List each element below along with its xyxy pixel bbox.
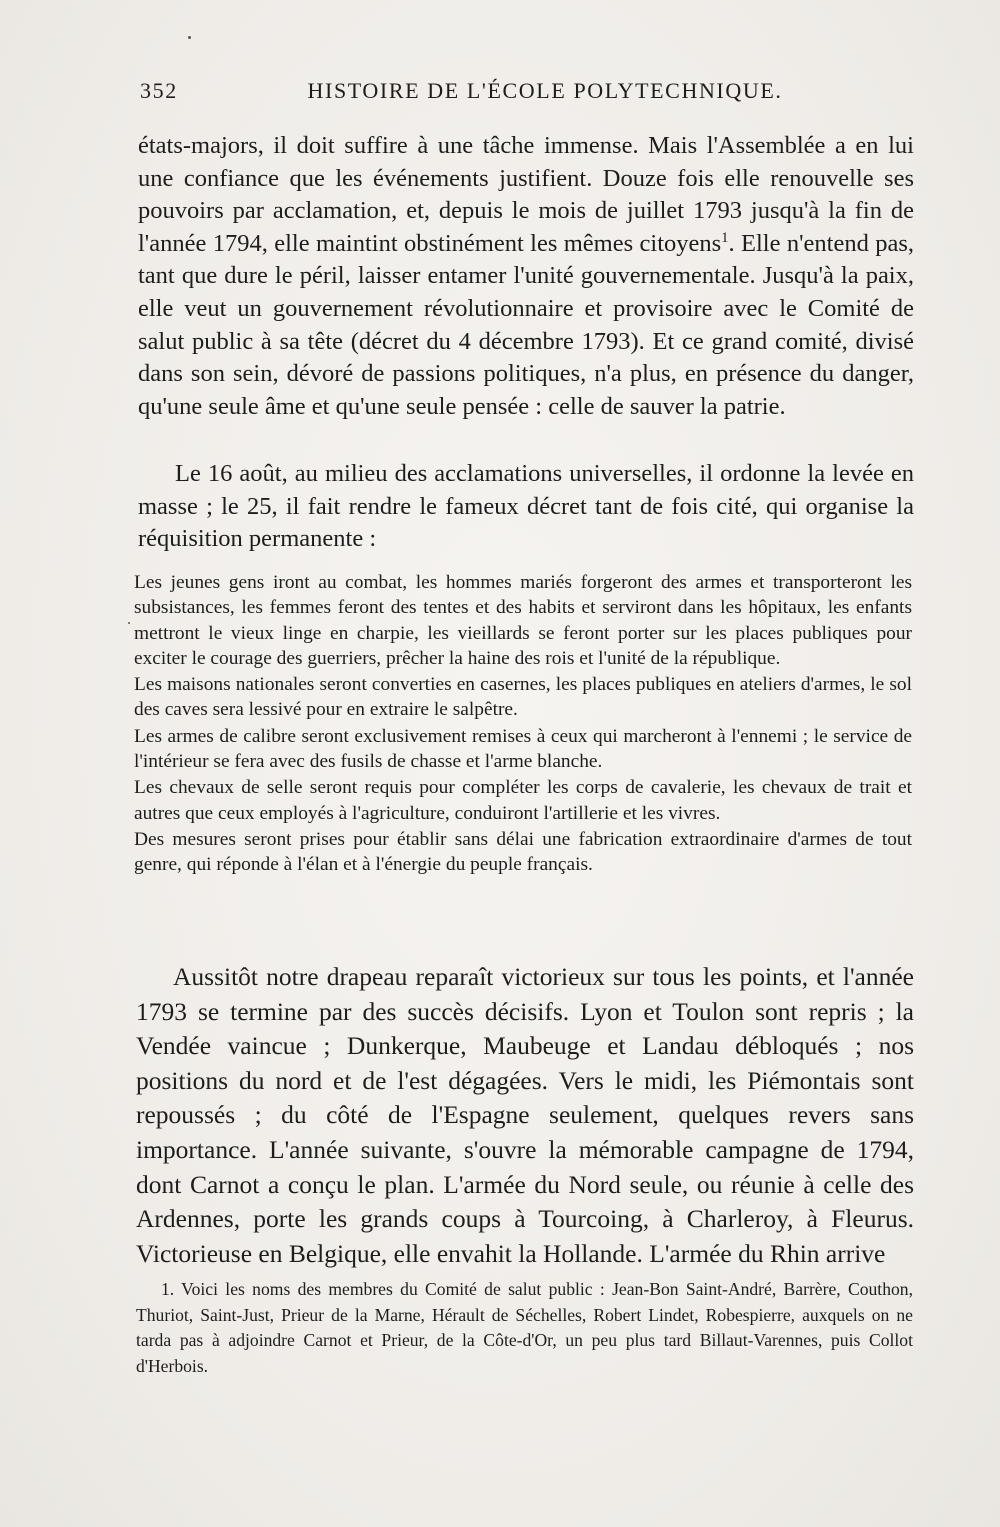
quote-item: Des mesures seront prises pour établir sans délai une fabrication extraordinaire d'armes de tout genre, qui réponde à l'élan et à l'énergie du peuple français. bbox=[134, 828, 912, 876]
paper-speck bbox=[128, 622, 130, 624]
footnote-reference: 1 bbox=[721, 229, 729, 246]
decree-quote bbox=[134, 570, 912, 879]
quote-item: Les jeunes gens iront au combat, les hommes mariés forgeront des armes et transporteront les subsistances, les femmes feront des tentes et des habits et serviront dans les hôpitaux, les enfants mettront le vieux linge en charpie, les vieillards se feront porter sur les places publiques pour exciter le courage des guerriers, prêcher la haine des rois et l'unité de la république. bbox=[134, 572, 912, 669]
quote-item: Les maisons nationales seront converties en casernes, les places publiques en ateliers d'armes, le sol des caves sera lessivé pour en extraire le salpêtre. bbox=[134, 674, 912, 721]
footnote bbox=[136, 1277, 913, 1379]
paragraph-1 bbox=[138, 130, 914, 423]
paragraph-1-text-a: états-majors, il doit suffire à une tâche immense. Mais l'Assemblée a en lui une confiance que les événements justifient. Douze fois elle renouvelle ses pouvoirs par acclamation, et, depuis le mois de juillet 1793 jusqu'à la fin de l'année 1794, elle maintint obstinément les mêmes citoyens bbox=[138, 132, 914, 257]
footnote-text: 1. Voici les noms des membres du Comité de salut public : Jean-Bon Saint-André, Barrère, Couthon, Thuriot, Saint-Just, Prieur de la Marne, Hérault de Séchelles, Robert Lindet, Robespierre, auxquels on ne tarda pas à adjoindre Carnot et Prieur, de la Côte-d'Or, un peu plus tard Billaut-Varennes, puis Collot d'Herbois. bbox=[136, 1279, 913, 1376]
page-header bbox=[140, 78, 910, 112]
paragraph-3 bbox=[136, 960, 914, 1271]
paper-speck bbox=[188, 36, 191, 39]
quote-item: Les armes de calibre seront exclusivement remises à ceux qui marcheront à l'ennemi ; le service de l'intérieur se fera avec des fusils de chasse et l'arme blanche. bbox=[134, 725, 912, 773]
running-title: HISTOIRE DE L'ÉCOLE POLYTECHNIQUE. bbox=[307, 78, 783, 103]
quote-item: Les chevaux de selle seront requis pour compléter les corps de cavalerie, les chevaux de trait et autres que ceux employés à l'agriculture, conduiront l'artillerie et les vivres. bbox=[134, 777, 912, 824]
paragraph-3-text: Aussitôt notre drapeau reparaît victorieux sur tous les points, et l'année 1793 se termine par des succès décisifs. Lyon et Toulon sont repris ; la Vendée vaincue ; Dunkerque, Maubeuge et Landau débloqués ; nos positions du nord et de l'est dégagées. Vers le midi, les Piémontais sont repoussés ; du côté de l'Espagne seulement, quelques revers sans importance. L'année suivante, s'ouvre la mémorable campagne de 1794, dont Carnot a conçu le plan. L'armée du Nord seule, ou réunie à celle des Ardennes, porte les grands coups à Tourcoing, à Charleroy, à Fleurus. Victorieuse en Belgique, elle envahit la Hollande. L'armée du Rhin arrive bbox=[136, 962, 914, 1268]
paragraph-2-text: Le 16 août, au milieu des acclamations universelles, il ordonne la levée en masse ; le 25, il fait rendre le fameux décret tant de fois cité, qui organise la réquisition permanente : bbox=[138, 460, 914, 553]
page-number: 352 bbox=[140, 78, 178, 103]
paragraph-2 bbox=[138, 458, 914, 556]
paragraph-1-text-b: . Elle n'entend pas, tant que dure le péril, laisser entamer l'unité gouvernementale. Jusqu'à la paix, elle veut un gouvernement révolutionnaire et provisoire avec le Comité de salut public à sa tête (décret du 4 décembre 1793). Et ce grand comité, divisé dans son sein, dévoré de passions politiques, n'a plus, en présence du danger, qu'une seule âme et qu'une seule pensée : celle de sauver la patrie. bbox=[138, 229, 914, 420]
